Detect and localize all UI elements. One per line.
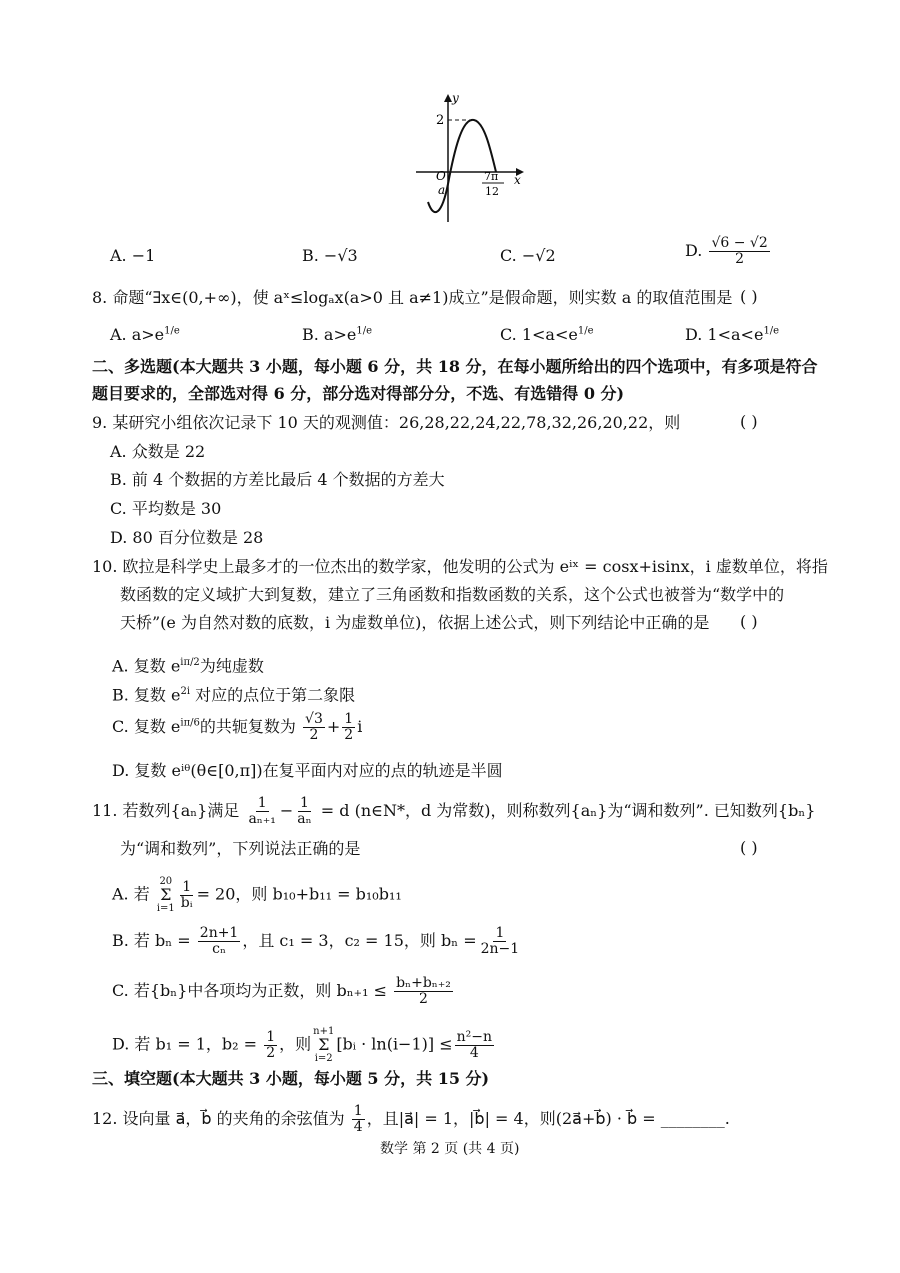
q11-d-num: 1: [266, 1028, 276, 1045]
q12-den: 4: [353, 1119, 363, 1135]
q8-a-base: A. a>e: [110, 325, 165, 344]
q11-c-num: bₙ+bₙ₊₂: [396, 975, 451, 991]
q10-c-num1: √3: [305, 711, 323, 727]
q11-c-den: 2: [419, 991, 428, 1007]
page-footer: 数学 第 2 页 (共 4 页): [380, 1141, 520, 1157]
q10-paren: ( ): [740, 612, 758, 631]
q11-a-post: = 20，则 b₁₀+b₁₁ = b₁₀b₁₁: [196, 884, 402, 904]
q10-a-exp: iπ/2: [180, 657, 200, 668]
q8-d-base: D. 1<a<e: [685, 325, 764, 344]
q9-option-d: D. 80 百分位数是 28: [110, 528, 264, 547]
q12-frac: [352, 1104, 365, 1135]
q10-a-post: 为纯虚数: [199, 656, 264, 676]
q10-c-frac2: [342, 712, 355, 743]
q11-a-sum: [157, 876, 175, 914]
q11-line2: 为“调和数列”，下列说法正确的是: [120, 839, 361, 858]
q8-c-base: C. 1<a<e: [500, 325, 578, 344]
q11-a-den: bᵢ: [180, 894, 193, 911]
q11-d-pre: D. 若 b₁ = 1，b₂ =: [112, 1034, 258, 1054]
q11-c-pre: C. 若{bₙ}中各项均为正数，则 bₙ₊₁ ≤: [112, 981, 387, 1000]
q10-c-den2: 2: [344, 727, 354, 743]
q11-d-mid: ，则: [279, 1034, 312, 1054]
y-axis-label: y: [452, 92, 459, 105]
q10-b-post: 对应的点位于第二象限: [190, 685, 356, 705]
section2-line2: 题目要求的，全部选对得 6 分，部分选对得部分分，不选、有选错得 0 分): [92, 384, 625, 403]
q11-b-num: 2n+1: [199, 925, 239, 941]
q10-c-plus: +: [326, 717, 341, 736]
q10-c-pre: C. 复数 e: [112, 717, 181, 736]
q8-option-a: [110, 325, 180, 344]
q9-option-c: C. 平均数是 30: [110, 499, 222, 518]
q11-a-sigma: Σ: [160, 885, 172, 904]
q10-line2: 数函数的定义域扩大到复数，建立了三角函数和指数函数的关系，这个公式也被誉为“数学中的: [120, 585, 785, 604]
q7-d-num: √6 − √2: [711, 235, 768, 251]
q8-d-exp: 1/e: [763, 325, 780, 337]
q8-option-c: [500, 325, 594, 344]
q10-line1: 10. 欧拉是科学史上最多才的一位杰出的数学家，他发明的公式为 eⁱˣ = cosx+isinx，i 虚数单位，将指: [92, 557, 828, 576]
q9-option-a: A. 众数是 22: [110, 442, 206, 461]
q11-line1: [92, 796, 815, 827]
q11-option-c: [112, 976, 455, 1007]
q9-paren: ( ): [740, 412, 758, 431]
q8-option-d: [685, 325, 779, 344]
a-label: a: [438, 183, 446, 197]
q11-frac1: [246, 796, 277, 827]
q11-d-sum: [313, 1026, 334, 1064]
q8-option-b: [302, 325, 372, 344]
q8-a-exp: 1/e: [164, 325, 180, 337]
q8-c-exp: 1/e: [577, 325, 594, 337]
q11-option-d: [112, 1026, 496, 1064]
q10-c-den1: 2: [309, 727, 319, 743]
q11-b-mid: ，且 c₁ = 3，c₂ = 15，则 bₙ =: [242, 931, 477, 950]
x-axis-label: x: [514, 173, 521, 187]
q10-b-pre: B. 复数 e: [112, 685, 181, 705]
q11-paren: ( ): [740, 838, 758, 857]
q10-line3: 天桥”(e 为自然对数的底数，i 为虚数单位)，依据上述公式，则下列结论中正确的是: [120, 613, 710, 632]
q11-d-sum-bot: i=2: [314, 1053, 333, 1064]
q11-f1-num: 1: [257, 795, 267, 811]
q10-c-num2: 1: [344, 711, 354, 727]
q7-d-prefix: D.: [685, 241, 703, 260]
origin-label: O: [436, 169, 446, 183]
section3-title: 三、填空题(本大题共 3 小题，每小题 5 分，共 15 分): [92, 1069, 490, 1088]
q11-minus: −: [279, 801, 294, 820]
q10-option-c: [112, 712, 362, 743]
q12-pre: 12. 设向量 a⃗，b⃗ 的夹角的余弦值为: [92, 1109, 345, 1128]
q7-d-den: 2: [735, 251, 745, 267]
q12-post: ，且|a⃗| = 1，|b⃗| = 4，则(2a⃗+b⃗) · b⃗ = ________.: [366, 1109, 730, 1128]
q10-c-i: i: [357, 717, 363, 736]
q10-c-mid: 的共轭复数为: [199, 717, 296, 736]
q11-d-frac: [264, 1030, 277, 1061]
q11-b-den: cₙ: [212, 941, 227, 957]
q11-f2-den: aₙ: [297, 811, 312, 827]
q11-f1-den: aₙ₊₁: [248, 811, 276, 827]
q11-d-sigma: Σ: [318, 1035, 330, 1054]
q11-a-pre: A. 若: [112, 884, 150, 904]
q11-a-num: 1: [182, 878, 192, 895]
q11-a-frac: [179, 880, 195, 911]
q11-d-num2: n²−n: [456, 1028, 493, 1045]
q11-b-frac2: [479, 926, 522, 957]
q11-post: = d (n∈N*，d 为常数)，则称数列{aₙ}为“调和数列”. 已知数列{bₙ}: [320, 801, 816, 820]
q10-option-a: [112, 652, 264, 677]
q10-a-pre: A. 复数 e: [112, 656, 181, 676]
q11-d-sum-top: n+1: [313, 1026, 335, 1037]
q7-option-a: A. −1: [110, 246, 156, 265]
q11-c-frac: [394, 976, 453, 1007]
q10-c-frac1: [303, 712, 325, 743]
q11-a-sum-bot: i=1: [156, 903, 175, 914]
q8-paren: ( ): [740, 287, 758, 306]
q12-num: 1: [353, 1103, 363, 1119]
q11-pre: 11. 若数列{aₙ}满足: [92, 801, 240, 820]
q7-option-d: [685, 236, 772, 267]
q9-text: 9. 某研究小组依次记录下 10 天的观测值：26,28,22,24,22,78,32,26,20,22，则: [92, 413, 681, 432]
max-label: 2: [436, 113, 445, 128]
q10-option-b: [112, 681, 355, 706]
q12-text: [92, 1104, 730, 1135]
q10-c-exp: iπ/6: [180, 717, 200, 729]
q7-option-c: C. −√2: [500, 246, 556, 265]
q11-b-frac: [198, 926, 241, 957]
q8-b-exp: 1/e: [356, 325, 372, 337]
q11-d-body: [bᵢ · ln(i−1)] ≤: [336, 1034, 453, 1054]
q11-frac2: [295, 796, 313, 827]
q7-d-fraction: [709, 236, 769, 267]
q11-b-pre: B. 若 bₙ =: [112, 931, 191, 950]
q8-b-base: B. a>e: [302, 325, 357, 344]
q11-f2-num: 1: [300, 795, 309, 811]
q11-b-num2: 1: [495, 925, 505, 941]
q10-b-exp: 2i: [180, 686, 191, 697]
zero-den: 12: [485, 185, 499, 198]
q11-d-frac2: [455, 1030, 494, 1061]
q11-option-a: [112, 876, 402, 914]
sine-graph: [410, 92, 530, 227]
q11-b-den2: 2n−1: [480, 941, 520, 957]
section2-line1: 二、多选题(本大题共 3 小题，每小题 6 分，共 18 分，在每小题所给出的四个选项中，有多项是符合: [92, 357, 818, 376]
q11-d-den2: 4: [469, 1044, 479, 1061]
q11-option-b: [112, 926, 523, 957]
q10-option-d: D. 复数 eⁱᶿ(θ∈[0,π])在复平面内对应的点的轨迹是半圆: [112, 761, 503, 780]
zero-num: 7π: [484, 170, 499, 183]
q11-a-sum-top: 20: [159, 876, 173, 887]
q11-d-den: 2: [266, 1044, 276, 1061]
q8-text: 8. 命题“∃x∈(0,+∞)，使 aˣ≤logₐx(a>0 且 a≠1)成立”是假命题，则实数 a 的取值范围是: [92, 288, 733, 307]
q7-option-b: B. −√3: [302, 246, 358, 265]
q9-option-b: B. 前 4 个数据的方差比最后 4 个数据的方差大: [110, 470, 445, 489]
